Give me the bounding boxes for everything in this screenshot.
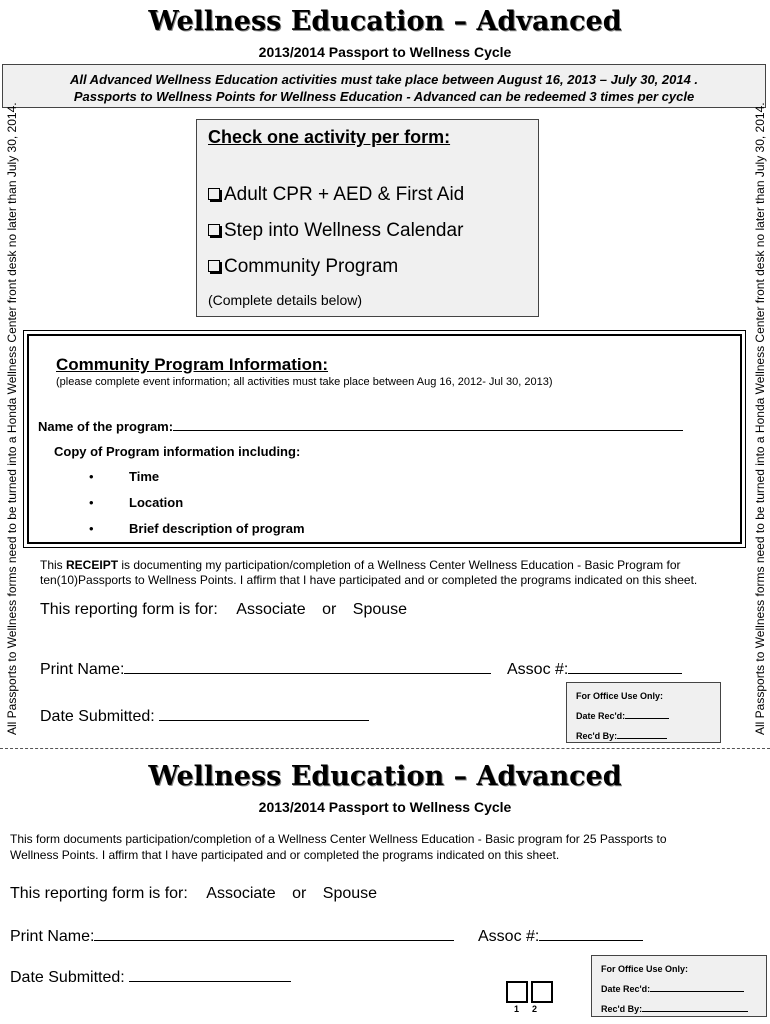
tally-box-1-label: 1 (514, 1004, 520, 1014)
office-received-by: Rec'd By: (576, 726, 720, 746)
assoc-line[interactable] (539, 926, 643, 941)
option-associate[interactable]: Associate (236, 601, 306, 618)
checkbox-icon[interactable] (208, 224, 220, 236)
reporting-label: This reporting form is for: (10, 885, 188, 902)
activity-option-cpr[interactable] (208, 184, 464, 206)
bottom-reporting-for-row (10, 885, 377, 903)
print-name-line[interactable] (124, 659, 491, 674)
activity-label: Community Program (224, 256, 399, 277)
option-spouse[interactable]: Spouse (352, 601, 408, 618)
reporting-for-row (40, 601, 407, 619)
date-submitted-line[interactable] (159, 706, 369, 721)
option-or: or (292, 885, 307, 902)
activity-label: Step into Wellness Calendar (224, 220, 464, 241)
bullet-icon: • (89, 495, 94, 510)
tally-box-2[interactable] (531, 981, 553, 1003)
notice-line-2: Passports to Wellness Points for Wellness Education - Advanced can be redeemed 3 times per cycle (73, 89, 695, 104)
office-received-by: Rec'd By: (601, 999, 766, 1019)
print-name-field[interactable] (40, 659, 491, 679)
office-date-received: Date Rec'd: (576, 706, 720, 726)
side-note-left: All Passports to Wellness forms need to be turned into a Honda Wellness Center front desk no later than July 30, 2014. (5, 102, 19, 735)
activity-option-calendar[interactable] (208, 220, 463, 242)
assoc-label: Assoc #: (478, 928, 540, 945)
program-bullet-location: • Location (89, 495, 184, 510)
form-title: Wellness Education – Advanced (148, 6, 622, 37)
notice-line-1: All Advanced Wellness Education activities must take place between August 16, 2013 – July 30, 2014 . (69, 72, 699, 87)
option-spouse[interactable]: Spouse (322, 885, 378, 902)
option-or: or (322, 601, 337, 618)
bottom-print-name-field[interactable] (10, 926, 454, 946)
print-name-label: Print Name: (40, 661, 125, 678)
activity-panel (196, 119, 539, 317)
program-name-label: Name of the program: (38, 419, 174, 434)
checkbox-icon[interactable] (208, 260, 220, 272)
community-program-section (23, 330, 746, 548)
checkbox-icon[interactable] (208, 188, 220, 200)
option-associate[interactable]: Associate (206, 885, 276, 902)
bottom-form-title: Wellness Education – Advanced (148, 761, 622, 792)
program-note: (please complete event information; all activities must take place between Aug 16, 2012- Jul 30, 2013) (56, 376, 553, 388)
date-submitted-label: Date Submitted: (40, 708, 155, 725)
bullet-icon: • (89, 469, 94, 484)
tally-box-1[interactable] (506, 981, 528, 1003)
bottom-form-subtitle: 2013/2014 Passport to Wellness Cycle (258, 799, 512, 815)
side-note-right: All Passports to Wellness forms need to be turned into a Honda Wellness Center front desk no later than July 30, 2014. (753, 102, 767, 735)
activity-heading: Check one activity per form: (208, 127, 451, 147)
program-name-line[interactable] (173, 418, 683, 431)
cut-line (0, 748, 770, 749)
activity-label: Adult CPR + AED & First Aid (224, 184, 465, 205)
print-name-label: Print Name: (10, 928, 95, 945)
program-bullet-description: • Brief description of program (89, 521, 305, 536)
program-name-field[interactable] (38, 418, 683, 434)
form-subtitle: 2013/2014 Passport to Wellness Cycle (258, 44, 512, 60)
date-submitted-field[interactable] (40, 706, 369, 726)
bottom-assoc-number-field[interactable] (478, 926, 643, 946)
tally-box-2-label: 2 (532, 1004, 538, 1014)
print-name-line[interactable] (94, 926, 454, 941)
receipt-text: This RECEIPT is documenting my participation/completion of a Wellness Center Wellness Education - Basic Program for ten(10)Passports to Wellness Points. I affirm that I have participated and or completed the programs indicated on this sheet. (40, 558, 698, 587)
reporting-label: This reporting form is for: (40, 601, 218, 618)
bullet-icon: • (89, 521, 94, 536)
office-date-received: Date Rec'd: (601, 979, 766, 999)
bottom-date-submitted-field[interactable] (10, 967, 291, 987)
receipt-keyword: RECEIPT (66, 558, 119, 572)
assoc-label: Assoc #: (507, 661, 569, 678)
assoc-line[interactable] (568, 659, 682, 674)
tally-boxes (506, 981, 553, 1014)
office-use-box (566, 682, 721, 743)
program-copy-label: Copy of Program information including: (54, 444, 301, 459)
date-submitted-label: Date Submitted: (10, 969, 125, 986)
program-heading: Community Program Information: (56, 355, 329, 374)
activity-note: (Complete details below) (208, 292, 363, 308)
assoc-number-field[interactable] (507, 659, 682, 679)
bottom-form-text: This form documents participation/completion of a Wellness Center Wellness Education - Basic program for 25 Passports to Wellness Points. I affirm that I have participated and or completed the programs indicated on this sheet. (10, 832, 667, 862)
program-bullet-time: • Time (89, 469, 160, 484)
date-notice (2, 64, 766, 108)
office-title: For Office Use Only: (601, 964, 689, 974)
activity-option-community[interactable] (208, 256, 398, 278)
bottom-office-use-box (591, 955, 767, 1017)
date-submitted-line[interactable] (129, 967, 291, 982)
office-title: For Office Use Only: (576, 691, 664, 701)
